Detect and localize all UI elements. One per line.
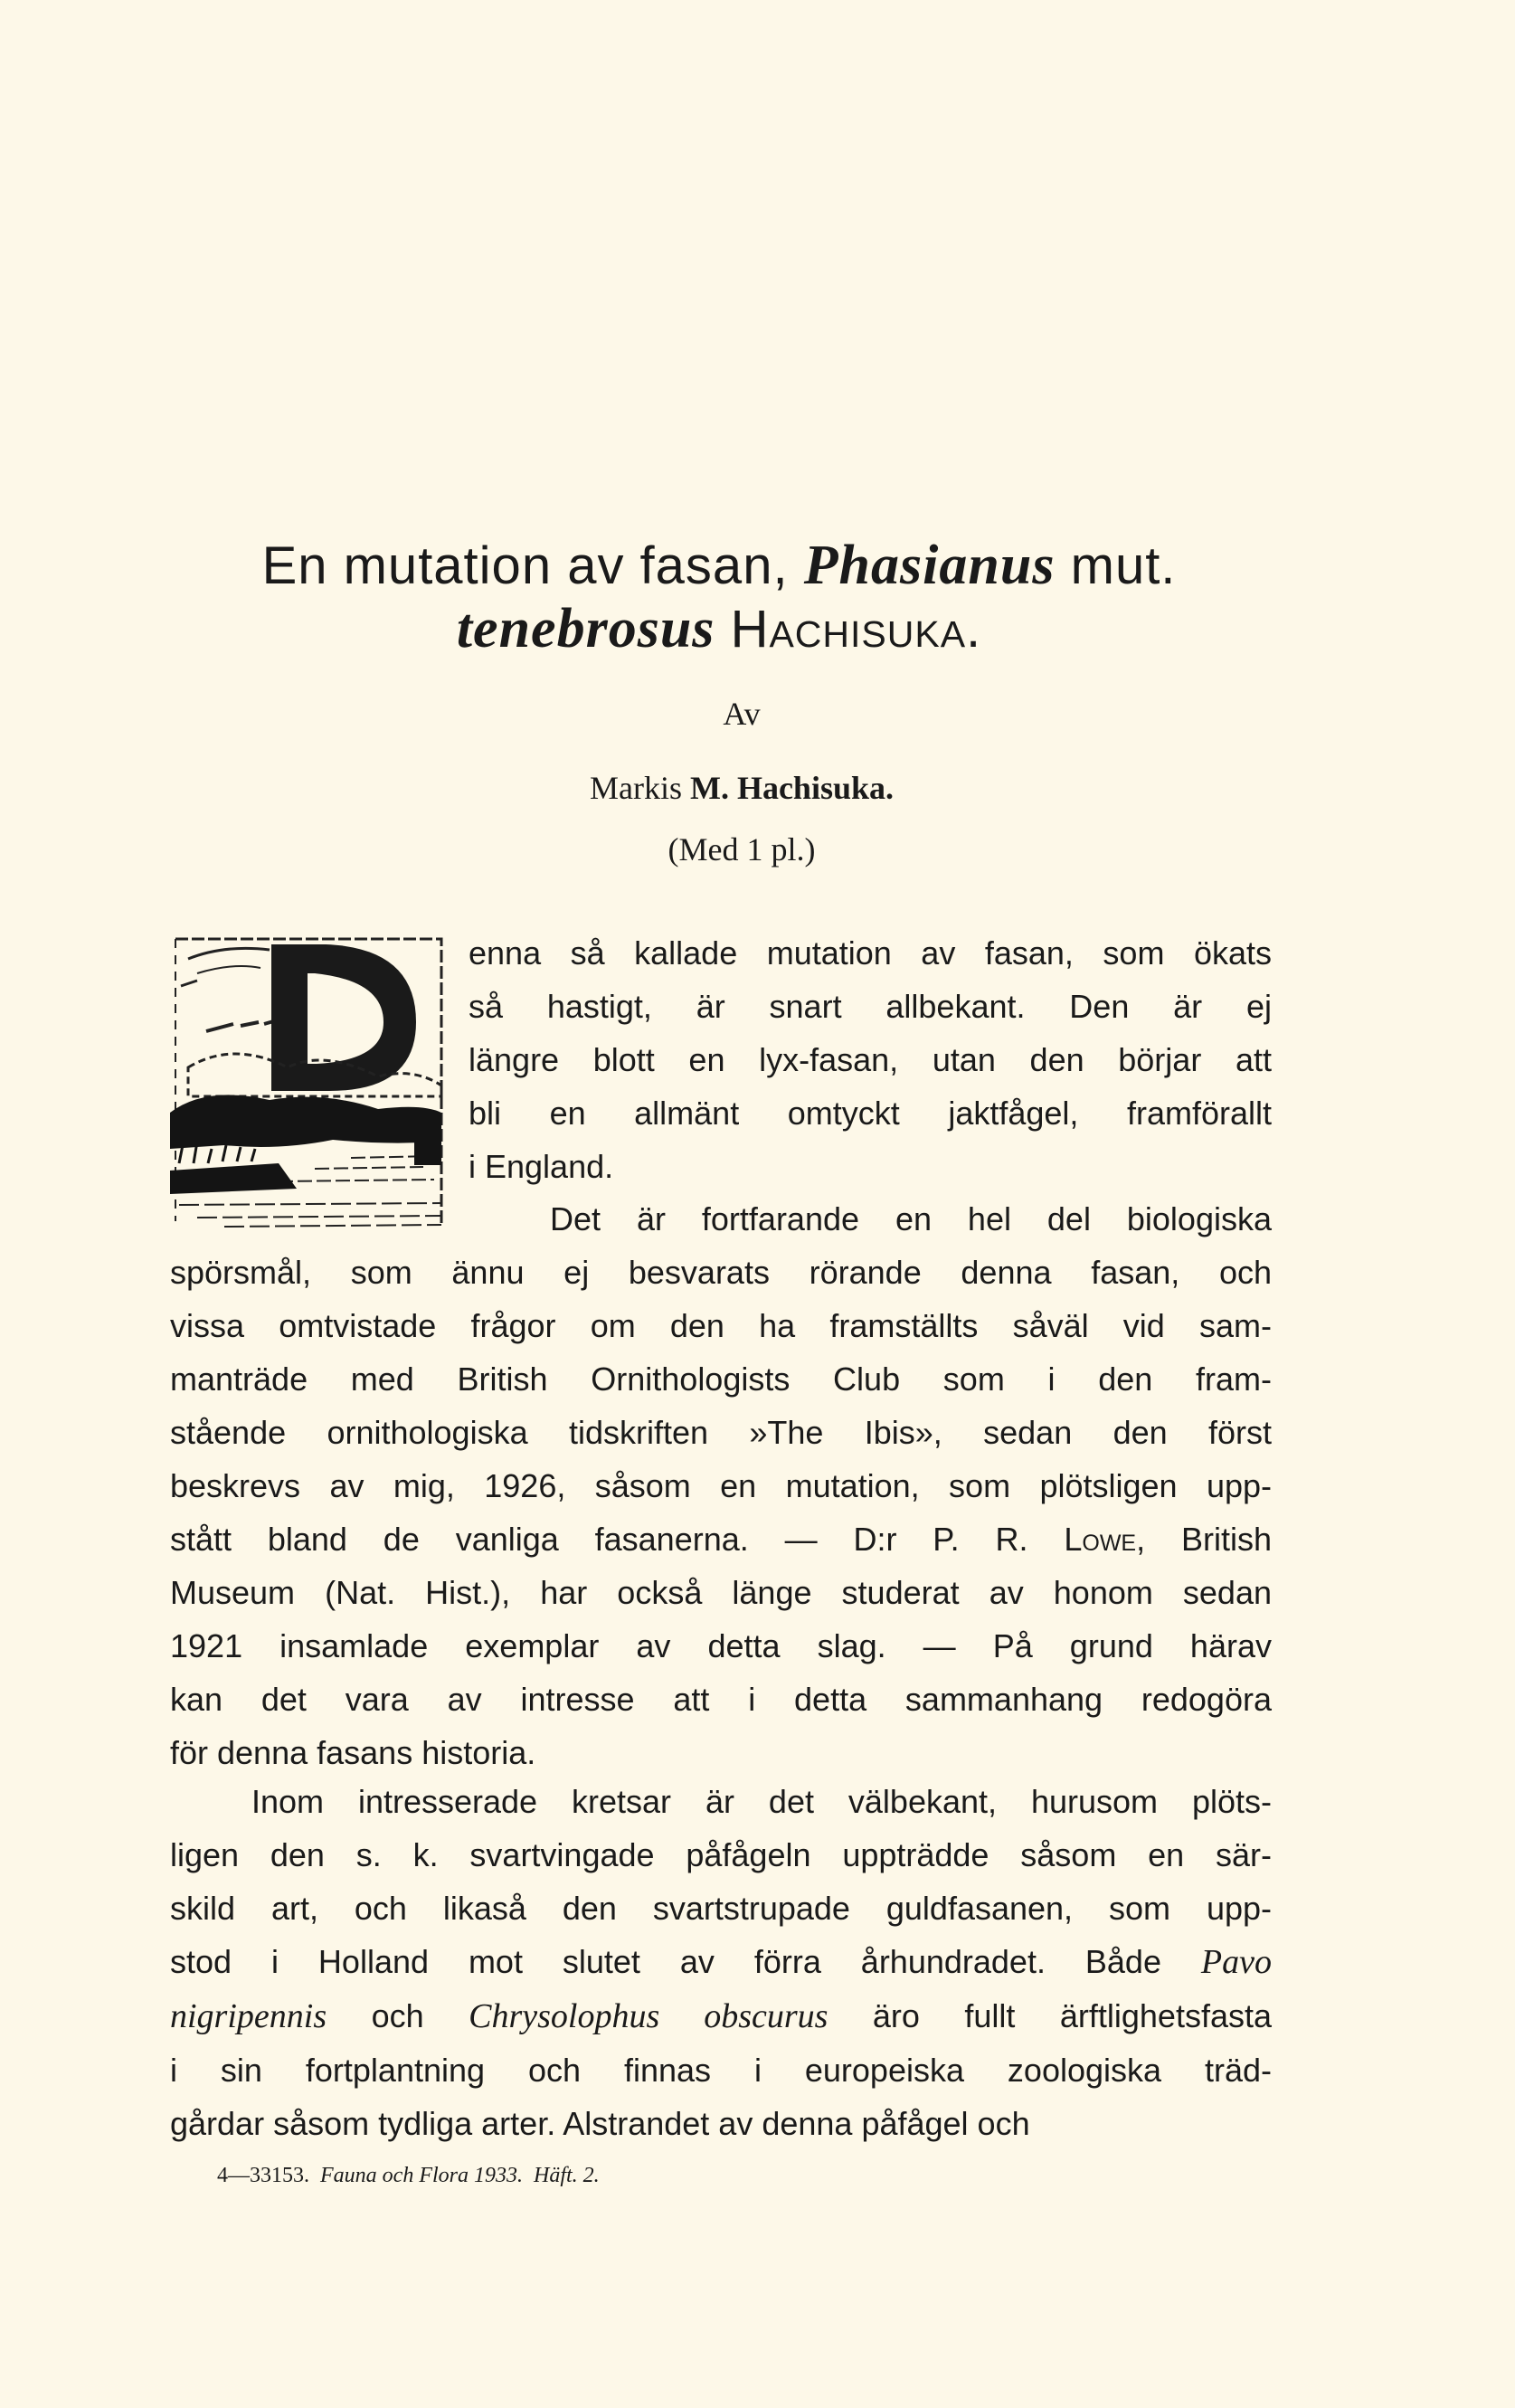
byline-av: Av: [723, 696, 761, 732]
para3-line5-end: äro fullt ärftlighetsfasta: [872, 1997, 1272, 2034]
para2-line7-end: British: [1180, 1521, 1272, 1558]
title-part1: En mutation av fasan,: [261, 536, 789, 595]
para3-line: Inom intresserade kretsar är det välbekant, hurusom plöts-: [251, 1783, 1272, 1820]
person-name-lowe: Lowe,: [1064, 1521, 1146, 1558]
para2-line: manträde med British Ornithologists Club som i den fram-: [170, 1360, 1272, 1398]
decorated-initial-icon: [170, 932, 452, 1232]
footer-issue: Häft. 2.: [533, 2164, 600, 2187]
species-chrysolophus: Chrysolophus obscurus: [469, 1997, 829, 2035]
species-nigripennis: nigripennis: [170, 1997, 327, 2035]
article-title-line2: [0, 597, 1438, 661]
para2-line: stående ornithologiska tidskriften »The Ibis», sedan den först: [170, 1414, 1272, 1451]
para3-line-pavo: [170, 1935, 1272, 1989]
author-prefix: Markis: [589, 770, 682, 806]
intro-line: så hastigt, är snart allbekant. Den är ej: [469, 988, 1272, 1025]
para2-line: kan det vara av intresse att i detta sammanhang redogöra: [170, 1681, 1272, 1718]
para3-line4-text: stod i Holland mot slutet av förra århundradet. Både: [170, 1943, 1161, 1980]
para2-line: Museum (Nat. Hist.), har också länge studerat av honom sedan: [170, 1574, 1272, 1611]
intro-line: bli en allmänt omtyckt jaktfågel, framförallt: [469, 1095, 1272, 1132]
para2-line: Det är fortfarande en hel del biologiska: [550, 1200, 1272, 1237]
page-footer: [217, 2164, 600, 2188]
footer-signature: 4—33153.: [217, 2164, 309, 2187]
intro-line: enna så kallade mutation av fasan, som ökats: [469, 934, 1272, 972]
title-genus: Phasianus: [803, 535, 1056, 596]
footer-journal: Fauna och Flora 1933.: [320, 2164, 523, 2187]
plate-note: (Med 1 pl.): [668, 831, 816, 867]
para3-line: skild art, och likaså den svartstrupade guldfasanen, som upp-: [170, 1890, 1272, 1927]
article-title-line1: [0, 534, 1438, 598]
title-part2: mut.: [1070, 536, 1177, 595]
author-name: M. Hachisuka.: [689, 770, 895, 806]
para3-line-species: [170, 1989, 1272, 2043]
intro-line: längre blott en lyx-fasan, utan den börjar att: [469, 1041, 1272, 1078]
intro-paragraph: [469, 926, 1272, 1193]
intro-line: i England.: [469, 1148, 614, 1185]
para3-line: ligen den s. k. svartvingade påfågeln uppträdde såsom en sär-: [170, 1836, 1272, 1873]
para2-line: för denna fasans historia.: [170, 1734, 536, 1771]
title-species: tenebrosus: [456, 598, 715, 659]
species-pavo: Pavo: [1200, 1943, 1272, 1981]
para2-line: vissa omtvistade frågor om den ha framställts såväl vid sam-: [170, 1307, 1272, 1344]
para2-line: 1921 insamlade exemplar av detta slag. — På grund härav: [170, 1627, 1272, 1664]
para2-line-lowe: [170, 1512, 1272, 1566]
para2-line: spörsmål, som ännu ej besvarats rörande denna fasan, och: [170, 1254, 1272, 1291]
paragraph-2: [170, 1192, 1272, 1779]
para2-line: beskrevs av mig, 1926, såsom en mutation, som plötsligen upp-: [170, 1467, 1272, 1504]
para2-line7-text: stått bland de vanliga fasanerna. — D:r P. R.: [170, 1521, 1028, 1558]
para3-line: i sin fortplantning och finnas i europeiska zoologiska träd-: [170, 2052, 1272, 2089]
title-author: Hachisuka.: [730, 600, 982, 659]
para3-line: gårdar såsom tydliga arter. Alstrandet av denna påfågel och: [170, 2105, 1030, 2142]
para3-och: och: [371, 1997, 424, 2034]
paragraph-3: [170, 1775, 1272, 2150]
byline-author: [0, 769, 1483, 807]
